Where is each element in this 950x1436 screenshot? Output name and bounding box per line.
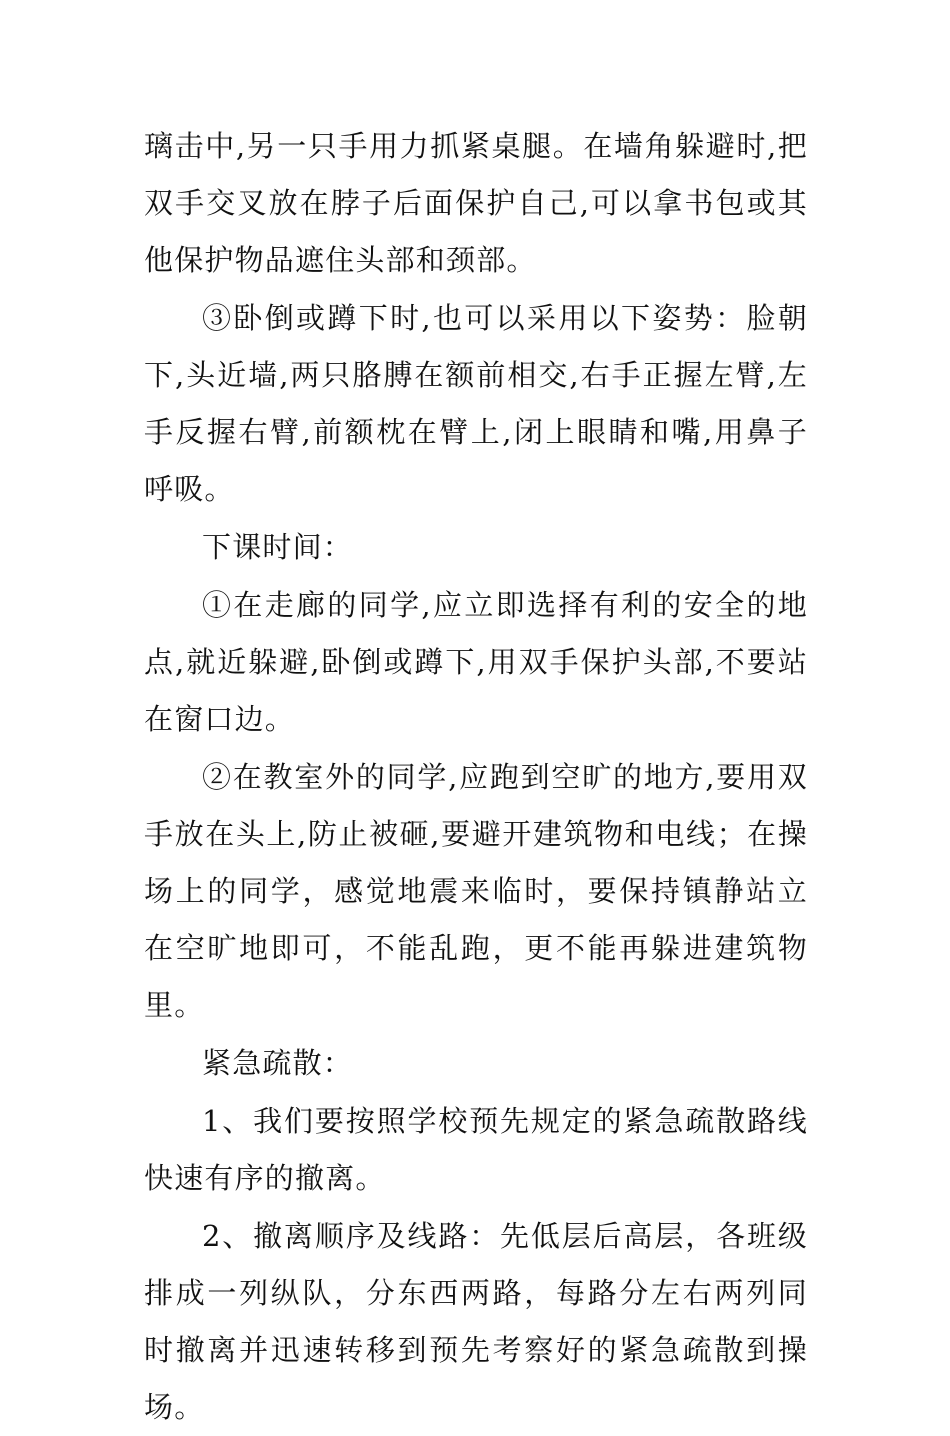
paragraph-posture-3: ③卧倒或蹲下时,也可以采用以下姿势：脸朝下,头近墙,两只胳膊在额前相交,右手正握左臂,左手反握右臂,前额枕在臂上,闭上眼睛和嘴,用鼻子呼吸。 [144,301,808,506]
paragraph-corridor-1: ①在走廊的同学,应立即选择有利的安全的地点,就近躲避,卧倒或蹲下,用双手保护头部,不要站在窗口边。 [144,588,808,736]
paragraph-evacuation-2: 2、撤离顺序及线路：先低层后高层，各班级排成一列纵队，分东西两路，每路分左右两列同时撤离并迅速转移到预先考察好的紧急疏散到操场。 [144,1219,808,1424]
paragraph-evacuation-1: 1、我们要按照学校预先规定的紧急疏散路线快速有序的撤离。 [144,1104,808,1195]
paragraph-continuation: 璃击中,另一只手用力抓紧桌腿。在墙角躲避时,把双手交叉放在脖子后面保护自己,可以拿书包或其他保护物品遮住头部和颈部。 [144,129,808,277]
heading-break-time: 下课时间： [202,530,354,564]
document-body [144,118,808,1436]
heading-evacuation: 紧急疏散： [202,1046,354,1080]
paragraph-outside-2: ②在教室外的同学,应跑到空旷的地方,要用双手放在头上,防止被砸,要避开建筑物和电线；在操场上的同学，感觉地震来临时，要保持镇静站立在空旷地即可，不能乱跑，更不能再躲进建筑物里。 [144,760,808,1022]
